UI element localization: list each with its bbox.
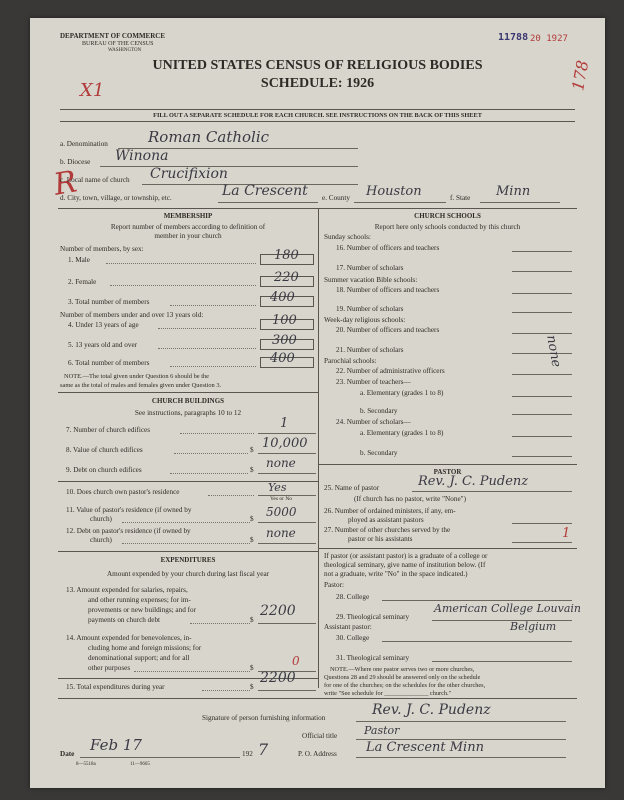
q12-value: none — [266, 526, 296, 540]
q14-line-4: other purposes — [88, 664, 131, 672]
q13-value: 2200 — [260, 603, 296, 619]
q11-dollar: $ — [250, 515, 254, 523]
q27-line-1: 27. Number of other churches served by the — [324, 526, 451, 534]
diocese-value: Winona — [115, 148, 169, 164]
q9-value: none — [266, 456, 296, 470]
q8-value: 10,000 — [262, 436, 308, 451]
denomination-value: Roman Catholic — [148, 128, 270, 146]
q14-line-3: denominational support; and for all — [88, 654, 190, 662]
q14-dollar: $ — [250, 664, 254, 672]
assistant-pastor-label: Assistant pastor: — [324, 623, 372, 631]
serial-number-stamp: 11788 — [498, 32, 529, 43]
q18-label: 18. Number of officers and teachers — [336, 286, 440, 294]
state-label: f. State — [450, 194, 471, 202]
q15-label: 15. Total expenditures during year — [66, 683, 165, 691]
q21-label: 21. Number of scholars — [336, 346, 404, 354]
q29-label: 29. Theological seminary — [336, 613, 410, 621]
q28-label: 28. College — [336, 593, 370, 601]
age-label: Number of members under and over 13 years old: — [60, 311, 204, 319]
expenditures-intro: Amount expended by your church during last fiscal year — [106, 570, 270, 578]
q30-label: 30. College — [336, 634, 370, 642]
city-value: La Crescent — [222, 183, 308, 199]
weekday-schools-label: Week-day religious schools: — [324, 316, 406, 324]
buildings-intro: See instructions, paragraphs 10 to 12 — [134, 409, 242, 417]
pastor-title: PASTOR — [433, 468, 462, 476]
q20-label: 20. Number of officers and teachers — [336, 326, 440, 334]
pastor-note-4: write "See schedule for ______________ church." — [324, 690, 452, 697]
official-title-label: Official title — [302, 732, 338, 740]
q26-line-1: 26. Number of ordained ministers, if any, em- — [324, 507, 456, 515]
schools-title: CHURCH SCHOOLS — [414, 212, 481, 220]
schools-none-note: none — [543, 334, 564, 369]
local-name-label: c. Local name of church — [60, 176, 130, 184]
q15-dollar: $ — [250, 683, 254, 691]
q24-label: 24. Number of scholars— — [336, 418, 411, 426]
official-title-value: Pastor — [364, 724, 400, 737]
q14-value: 0 — [292, 654, 300, 668]
q17-label: 17. Number of scholars — [336, 264, 404, 272]
q7-value: 1 — [280, 416, 289, 431]
q7-label: 7. Number of church edifices — [66, 426, 151, 434]
q11-label-1: 11. Value of pastor's residence (if owned by — [66, 506, 192, 514]
q12-dollar: $ — [250, 536, 254, 544]
q5-value: 300 — [272, 333, 297, 348]
q23b-label: b. Secondary — [360, 407, 398, 415]
department-label: DEPARTMENT OF COMMERCE — [60, 32, 166, 40]
q1-label: 1. Male — [68, 256, 90, 264]
q4-label: 4. Under 13 years of age — [68, 321, 139, 329]
q25-label: 25. Name of pastor — [324, 484, 380, 492]
q4-value: 100 — [272, 313, 297, 328]
denomination-label: a. Denomination — [60, 140, 108, 148]
q13-dollar: $ — [250, 616, 254, 624]
q14-line-1: 14. Amount expended for benevolences, in- — [66, 634, 192, 642]
q6-value: 400 — [270, 351, 295, 366]
membership-intro-2: member in your church — [154, 232, 222, 240]
q9-label: 9. Debt on church edifices — [66, 466, 142, 474]
q15-value: 2200 — [260, 670, 296, 686]
q14-line-2: cluding home and foreign missions; for — [88, 644, 202, 652]
buildings-title: CHURCH BUILDINGS — [151, 397, 225, 405]
bureau-label: BUREAU OF THE CENSUS — [82, 41, 154, 47]
q23a-label: a. Elementary (grades 1 to 8) — [360, 389, 444, 397]
census-schedule-sheet — [30, 18, 605, 788]
q13-line-1: 13. Amount expended for salaries, repairs, — [66, 586, 188, 594]
q9-dollar: $ — [250, 466, 254, 474]
pastor-note-2: Questions 28 and 29 should be answered only on the schedule — [324, 674, 481, 681]
form-code-2: 11—9665 — [130, 762, 150, 767]
q26-line-2: ployed as assistant pastors — [348, 516, 424, 524]
form-title: UNITED STATES CENSUS OF RELIGIOUS BODIES — [152, 58, 483, 73]
q3-label: 3. Total number of members — [68, 298, 150, 306]
date-label: Date — [60, 750, 75, 758]
pastor-note-3: for one of the churches; on the schedules for the other churches, — [324, 682, 486, 689]
form-subtitle: SCHEDULE: 1926 — [260, 76, 375, 91]
signature-label: Signature of person furnishing information — [202, 714, 326, 722]
q31-label: 31. Theological seminary — [336, 654, 410, 662]
red-mark-r: R — [51, 164, 80, 203]
q2-value: 220 — [274, 270, 299, 285]
q5-label: 5. 13 years old and over — [68, 341, 138, 349]
q8-dollar: $ — [250, 446, 254, 454]
county-value: Houston — [366, 184, 422, 199]
membership-title: MEMBERSHIP — [163, 212, 213, 220]
membership-note-2: same as the total of males and females given under Question 3. — [60, 382, 222, 389]
q11-value: 5000 — [266, 505, 297, 519]
q27-value: 1 — [562, 526, 571, 541]
po-address-label: P. O. Address — [298, 750, 337, 758]
city-label: WASHINGTON — [108, 48, 142, 53]
q13-line-3: provements or new buildings; and for — [88, 606, 196, 614]
q27-line-2: pastor or his assistants — [348, 535, 413, 543]
q12-label-1: 12. Debt on pastor's residence (if owned by — [66, 527, 191, 535]
county-label: e. County — [322, 194, 350, 202]
q24a-label: a. Elementary (grades 1 to 8) — [360, 429, 444, 437]
q12-label-2: church) — [90, 536, 112, 544]
sunday-schools-label: Sunday schools: — [324, 233, 371, 241]
graduate-note-1: If pastor (or assistant pastor) is a graduate of a college or — [324, 552, 488, 560]
pastor-sub-label: Pastor: — [324, 581, 344, 589]
q13-line-2: and other running expenses; for im- — [88, 596, 191, 604]
q3-value: 400 — [270, 290, 295, 305]
pastor-note-1: NOTE.—Where one pastor serves two or more churches, — [330, 666, 475, 673]
yes-no-hint: Yes or No — [270, 496, 293, 502]
q1-value: 180 — [274, 248, 299, 263]
q2-label: 2. Female — [68, 278, 97, 286]
q30-value: Belgium — [510, 620, 557, 633]
summer-schools-label: Summer vacation Bible schools: — [324, 276, 418, 284]
q10-value: Yes — [268, 481, 287, 494]
schools-intro: Report here only schools conducted by this church — [374, 223, 521, 231]
q8-label: 8. Value of church edifices — [66, 446, 143, 454]
local-name-value: Crucifixion — [150, 166, 228, 182]
q24b-label: b. Secondary — [360, 449, 398, 457]
membership-intro-1: Report number of members according to definition of — [110, 223, 266, 231]
graduate-note-2: theological seminary, give name of institution below. (If — [324, 561, 486, 569]
red-mark-178: 178 — [568, 58, 593, 93]
q10-label: 10. Does church own pastor's residence — [66, 488, 180, 496]
members-by-sex-label: Number of members, by sex: — [60, 245, 144, 253]
date-value: Feb 17 — [90, 736, 142, 754]
graduate-note-3: not a graduate, write "No" in the space indicated.) — [324, 570, 468, 578]
date-stamp: 20 1927 — [530, 34, 568, 44]
year-prefix: 192 — [242, 750, 253, 758]
red-mark-x1: X1 — [80, 80, 105, 101]
q25-note: (If church has no pastor, write "None") — [354, 495, 466, 503]
q29-value: American College Louvain — [434, 602, 581, 615]
q11-label-2: church) — [90, 515, 112, 523]
diocese-label: b. Diocese — [60, 158, 91, 166]
po-address-value: La Crescent Minn — [366, 740, 484, 755]
expenditures-title: EXPENDITURES — [160, 556, 216, 564]
q23-label: 23. Number of teachers— — [336, 378, 411, 386]
q22-label: 22. Number of administrative officers — [336, 367, 445, 375]
q13-line-4: payments on church debt — [88, 616, 161, 624]
signature-value: Rev. J. C. Pudenz — [372, 702, 491, 718]
form-code: 8—5518a — [76, 762, 96, 767]
membership-note-1: NOTE.—The total given under Question 6 should be the — [64, 373, 210, 380]
q25-value: Rev. J. C. Pudenz — [418, 474, 529, 489]
state-value: Minn — [496, 184, 531, 199]
q16-label: 16. Number of officers and teachers — [336, 244, 440, 252]
year-digit: 7 — [258, 740, 269, 759]
parochial-schools-label: Parochial schools: — [324, 357, 377, 365]
form-instruction: FILL OUT A SEPARATE SCHEDULE FOR EACH CHURCH. SEE INSTRUCTIONS ON THE BACK OF THIS SHEET — [153, 112, 482, 119]
q19-label: 19. Number of scholars — [336, 305, 404, 313]
q6-label: 6. Total number of members — [68, 359, 150, 367]
city-label-d: d. City, town, village, or township, etc. — [60, 194, 172, 202]
